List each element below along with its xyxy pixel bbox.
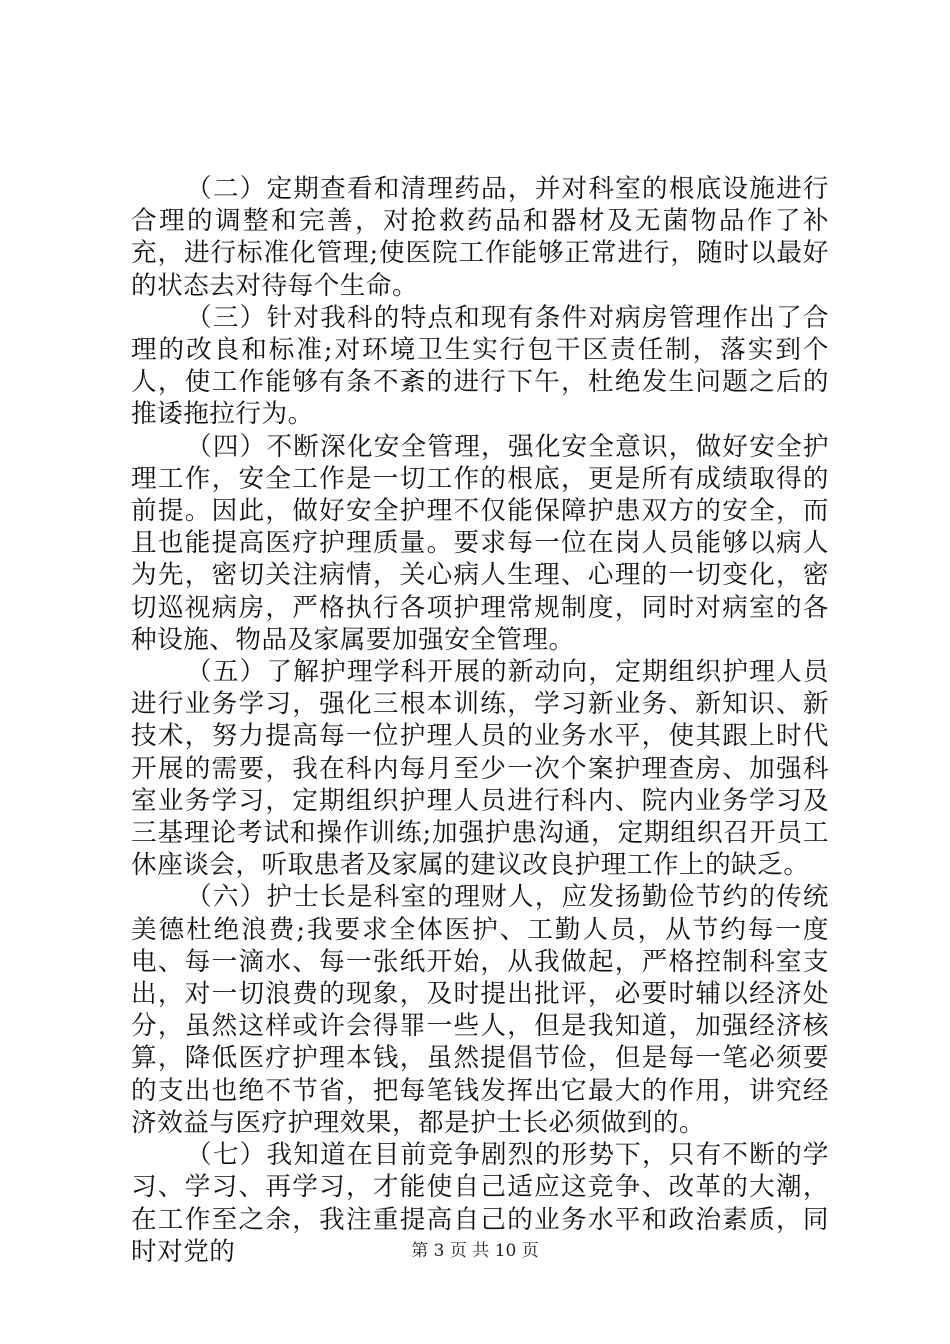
paragraph-2: （二）定期查看和清理药品，并对科室的根底设施进行合理的调整和完善，对抢救药品和器材及无菌物品作了补充，进行标准化管理;使医院工作能够正常进行，随时以最好的状态去对待每个生命。: [131, 174, 829, 301]
document-body: [131, 173, 829, 1268]
page-number-footer: 第 3 页 共 10 页: [411, 1241, 539, 1261]
paragraph-7: （七）我知道在目前竞争剧烈的形势下，只有不断的学习、学习、再学习，才能使自己适应这竞争、改革的大潮，在工作至之余，我注重提高自己的业务水平和政治素质，同时对党的: [131, 1140, 829, 1267]
paragraph-5: （五）了解护理学科开展的新动向，定期组织护理人员进行业务学习，强化三根本训练，学习新业务、新知识、新技术，努力提高每一位护理人员的业务水平，使其跟上时代开展的需要，我在科内每月至少一次个案护理查房、加强科室业务学习，定期组织护理人员进行科内、院内业务学习及三基理论考试和操作训练;加强护患沟通，定期组织召开员工休座谈会，听取患者及家属的建议改良护理工作上的缺乏。: [131, 657, 829, 881]
paragraph-4: （四）不断深化安全管理，强化安全意识，做好安全护理工作，安全工作是一切工作的根底，更是所有成绩取得的前提。因此，做好安全护理不仅能保障护患双方的安全，而且也能提高医疗护理质量。要求每一位在岗人员能够以病人为先，密切关注病情，关心病人生理、心理的一切变化，密切巡视病房，严格执行各项护理常规制度，同时对病室的各种设施、物品及家属要加强安全管理。: [131, 431, 829, 655]
paragraph-6: （六）护士长是科室的理财人，应发扬勤俭节约的传统美德杜绝浪费;我要求全体医护、工勤人员，从节约每一度电、每一滴水、每一张纸开始，从我做起，严格控制科室支出，对一切浪费的现象，及时提出批评，必要时辅以经济处分，虽然这样或许会得罪一些人，但是我知道，加强经济核算，降低医疗护理本钱，虽然提倡节俭，但是每一笔必须要的支出也绝不节省，把每笔钱发挥出它最大的作用，讲究经济效益与医疗护理效果，都是护士长必须做到的。: [131, 882, 829, 1138]
paragraph-3: （三）针对我科的特点和现有条件对病房管理作出了合理的改良和标准;对环境卫生实行包干区责任制，落实到个人，使工作能够有条不紊的进行下午，杜绝发生问题之后的推诿拖拉行为。: [131, 302, 829, 430]
